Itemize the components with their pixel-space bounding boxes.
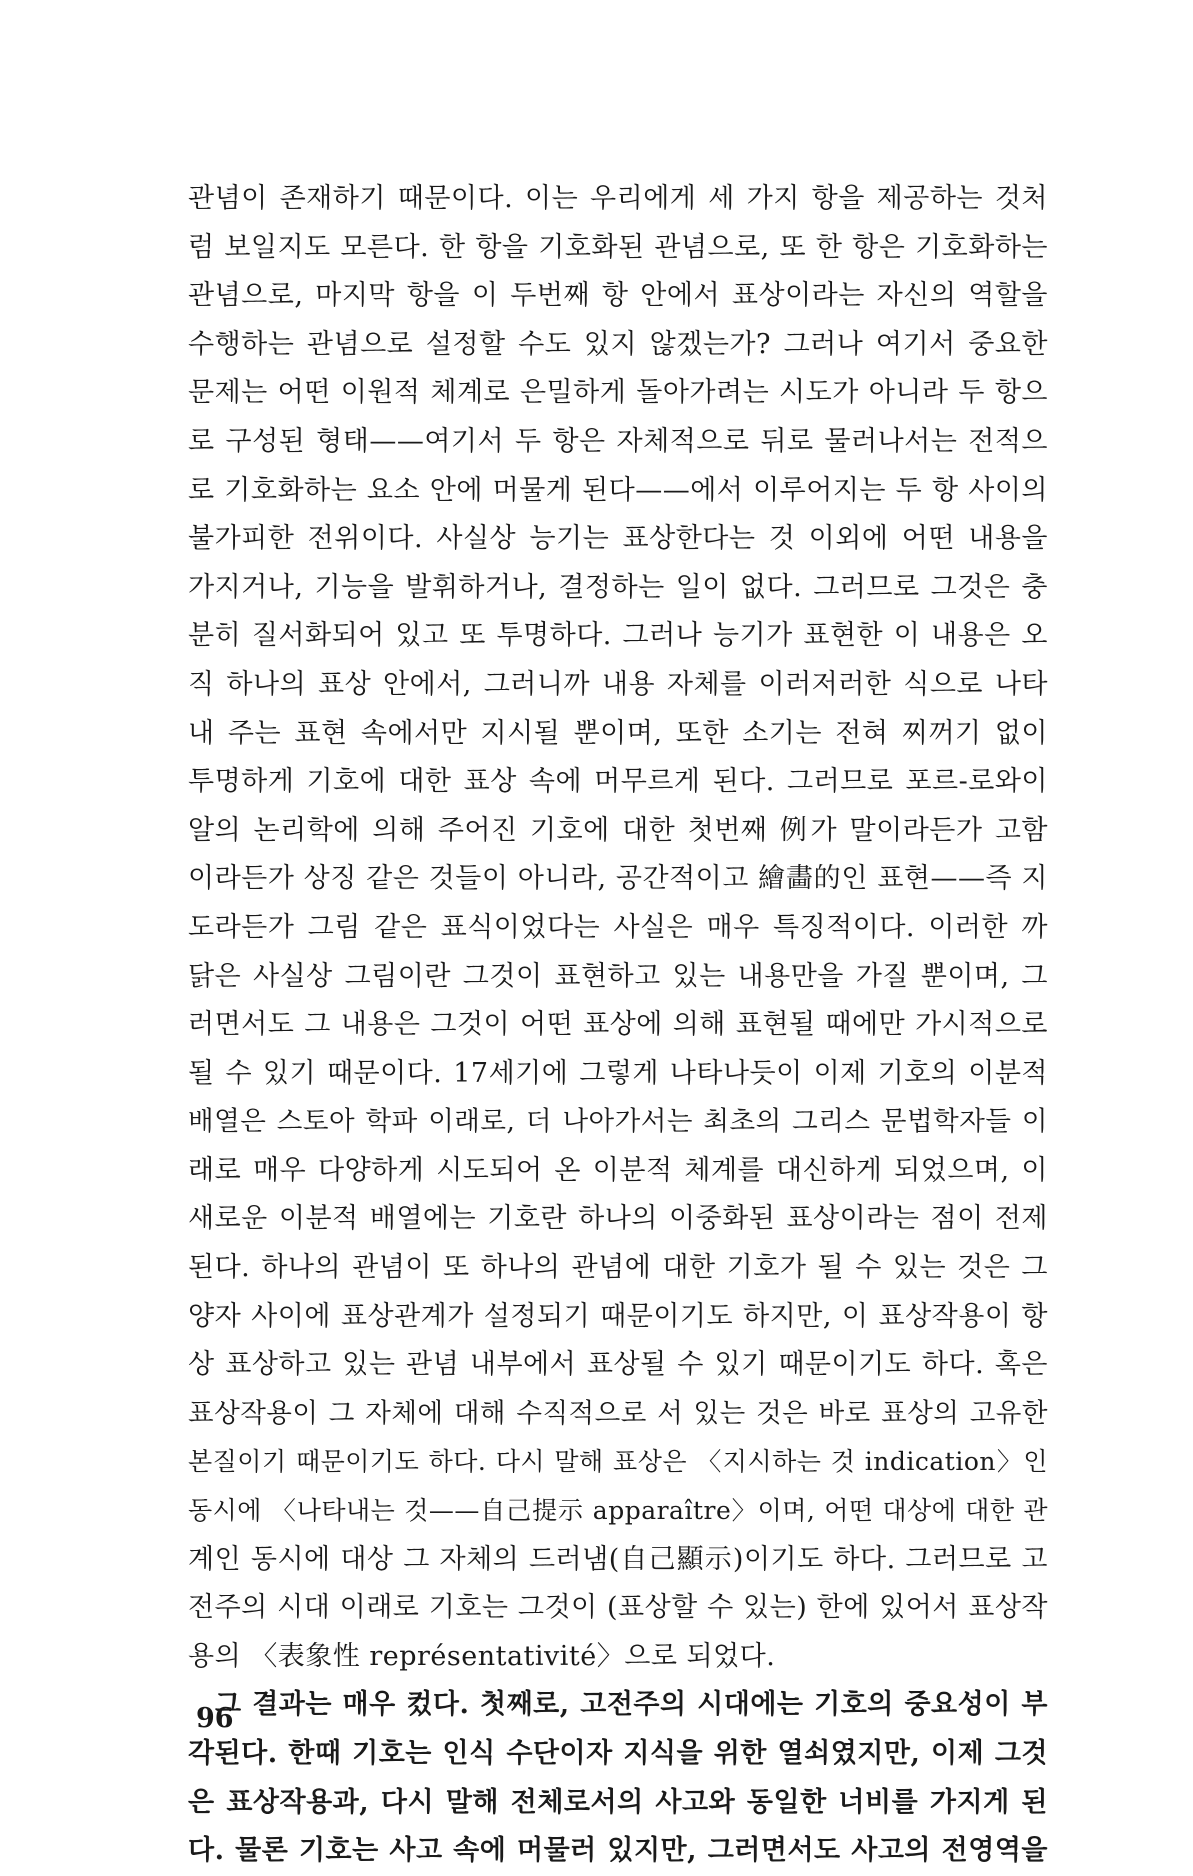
text-line: 표상작용이 그 자체에 대해 수직적으로 서 있는 것은 바로 표상의 고유한 [188, 1397, 1048, 1429]
text-line: 래로 매우 다양하게 시도되어 온 이분적 체계를 대신하게 되었으며, 이 [188, 1154, 1048, 1186]
text-line: 투명하게 기호에 대한 표상 속에 머무르게 된다. 그러므로 포르-로와이 [188, 766, 1048, 798]
text-line: 이라든가 상징 같은 것들이 아니라, 공간적이고 繪畵的인 표현——즉 지 [188, 863, 1048, 895]
text-line: 닭은 사실상 그림이란 그것이 표현하고 있는 내용만을 가질 뿐이며, 그 [188, 960, 1048, 992]
text-line: 도라든가 그림 같은 표식이었다는 사실은 매우 특징적이다. 이러한 까 [188, 911, 1048, 943]
text-line: 알의 논리학에 의해 주어진 기호에 대한 첫번째 例가 말이라든가 고함 [188, 814, 1048, 846]
text-line: 그 결과는 매우 컸다. 첫째로, 고전주의 시대에는 기호의 중요성이 부 [215, 1689, 1048, 1721]
text-line: 될 수 있기 때문이다. 17세기에 그렇게 나타나듯이 이제 기호의 이분적 [188, 1057, 1048, 1089]
body-text [188, 175, 1048, 1876]
text-line: 은 표상작용과, 다시 말해 전체로서의 사고와 동일한 너비를 가지게 된 [188, 1786, 1048, 1818]
text-line: 문제는 어떤 이원적 체계로 은밀하게 돌아가려는 시도가 아니라 두 항으 [188, 377, 1048, 409]
text-line: 배열은 스토아 학파 이래로, 더 나아가서는 최초의 그리스 문법학자들 이 [188, 1106, 1048, 1138]
text-line: 럼 보일지도 모른다. 한 항을 기호화된 관념으로, 또 한 항은 기호화하는 [188, 231, 1048, 263]
text-line: 관념으로, 마지막 항을 이 두번째 항 안에서 표상이라는 자신의 역할을 [188, 280, 1048, 312]
text-line: 상 표상하고 있는 관념 내부에서 표상될 수 있기 때문이기도 하다. 혹은 [188, 1349, 1048, 1381]
text-line: 다. 물론 기호는 사고 속에 머물러 있지만, 그러면서도 사고의 전영역을 [188, 1835, 1048, 1867]
text-line: 관념이 존재하기 때문이다. 이는 우리에게 세 가지 항을 제공하는 것처 [188, 183, 1048, 214]
text-line: 동시에 〈나타내는 것——自己提示 apparaître〉이며, 어떤 대상에 대한 관 [188, 1496, 1048, 1526]
text-line: 새로운 이분적 배열에는 기호란 하나의 이중화된 표상이라는 점이 전제 [188, 1203, 1048, 1235]
text-line: 계인 동시에 대상 그 자체의 드러냄(自己顯示)이기도 하다. 그러므로 고 [188, 1543, 1048, 1575]
text-line: 각된다. 한때 기호는 인식 수단이자 지식을 위한 열쇠였지만, 이제 그것 [188, 1738, 1048, 1769]
text-line: 러면서도 그 내용은 그것이 어떤 표상에 의해 표현될 때에만 가시적으로 [188, 1009, 1048, 1041]
text-line: 수행하는 관념으로 설정할 수도 있지 않겠는가? 그러나 여기서 중요한 [188, 328, 1048, 360]
text-line: 양자 사이에 표상관계가 설정되기 때문이기도 하지만, 이 표상작용이 항 [188, 1300, 1048, 1332]
page-number: 96 [196, 1703, 234, 1734]
text-line: 전주의 시대 이래로 기호는 그것이 (표상할 수 있는) 한에 있어서 표상작 [188, 1592, 1048, 1624]
text-line: 용의 〈表象性 représentativité〉으로 되었다. [188, 1640, 776, 1672]
text-line: 분히 질서화되어 있고 또 투명하다. 그러나 능기가 표현한 이 내용은 오 [188, 620, 1048, 652]
text-line: 가지거나, 기능을 발휘하거나, 결정하는 일이 없다. 그러므로 그것은 충 [188, 571, 1048, 603]
text-line: 직 하나의 표상 안에서, 그러니까 내용 자체를 이러저러한 식으로 나타 [188, 668, 1048, 700]
text-line: 불가피한 전위이다. 사실상 능기는 표상한다는 것 이외에 어떤 내용을 [188, 523, 1048, 555]
text-line: 로 기호화하는 요소 안에 머물게 된다——에서 이루어지는 두 항 사이의 [188, 474, 1048, 506]
text-line: 내 주는 표현 속에서만 지시될 뿐이며, 또한 소기는 전혀 찌꺼기 없이 [188, 717, 1048, 749]
text-line: 본질이기 때문이기도 하다. 다시 말해 표상은 〈지시하는 것 indication〉인 [188, 1447, 1048, 1477]
text-line: 로 구성된 형태——여기서 두 항은 자체적으로 뒤로 물러나서는 전적으 [188, 425, 1048, 457]
text-line: 된다. 하나의 관념이 또 하나의 관념에 대한 기호가 될 수 있는 것은 그 [188, 1252, 1048, 1284]
